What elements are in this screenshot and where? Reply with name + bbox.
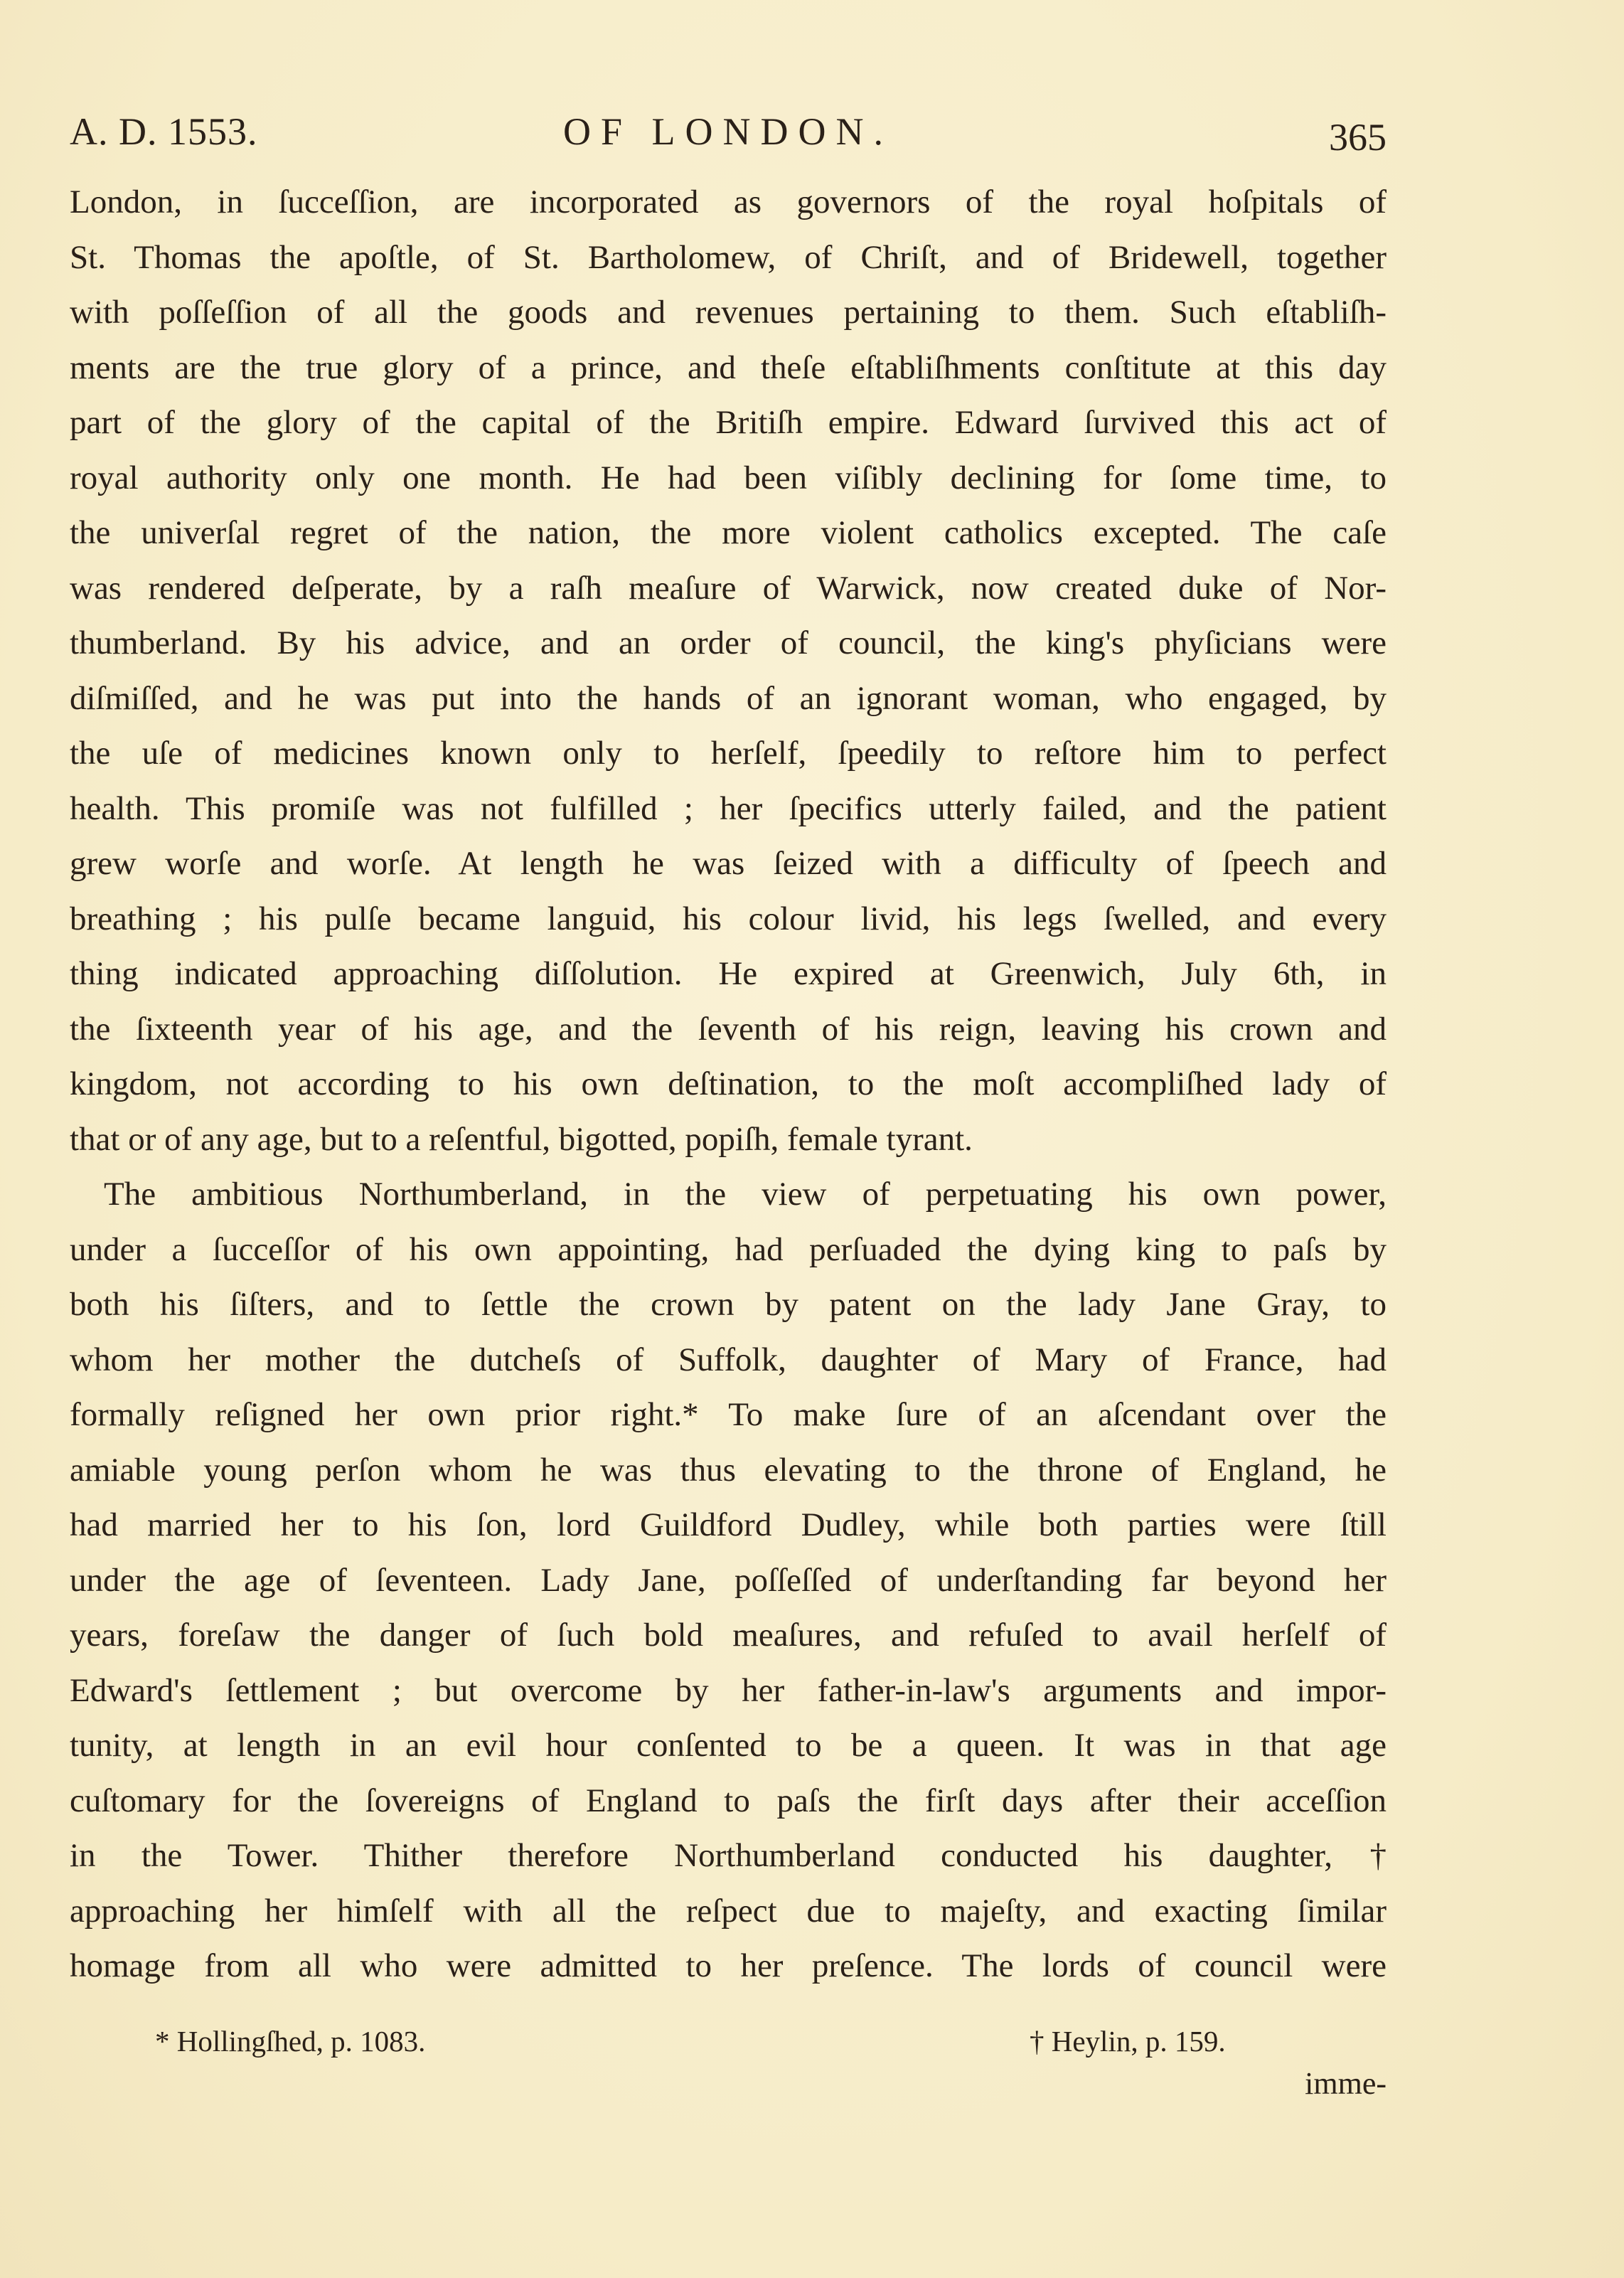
text-line: under a ſucceſſor of his own appointing, had perſuaded the dying king to paſs by <box>70 1230 1387 1268</box>
text-line: health. This promiſe was not fulfilled ; her ſpecifics utterly failed, and the patient <box>70 789 1387 827</box>
text-line: amiable young perſon whom he was thus elevating to the throne of England, he <box>70 1451 1387 1489</box>
text-line: St. Thomas the apoſtle, of St. Bartholomew, of Chriſt, and of Bridewell, together <box>70 238 1387 276</box>
text-line: under the age of ſeventeen. Lady Jane, poſſeſſed of underſtanding far beyond her <box>70 1561 1387 1599</box>
text-line: with poſſeſſion of all the goods and revenues pertaining to them. Such eſtabliſh- <box>70 294 1387 331</box>
text-line: diſmiſſed, and he was put into the hands of an ignorant woman, who engaged, by <box>70 679 1387 717</box>
text-line: in the Tower. Thither therefore Northumberland conducted his daughter,† <box>70 1837 1387 1874</box>
page-number: 365 <box>1329 116 1387 159</box>
footnote-heylin: † Heylin, p. 159. <box>1030 2025 1226 2058</box>
paragraph-start-line: The ambitious Northumberland, in the view of perpetuating his own power, <box>104 1176 1387 1213</box>
text-line: tunity, at length in an evil hour conſented to be a queen. It was in that age <box>70 1727 1387 1764</box>
text-line: grew worſe and worſe. At length he was ſeized with a difficulty of ſpeech and <box>70 845 1387 882</box>
text-line: was rendered deſperate, by a raſh meaſure of Warwick, now created duke of Nor- <box>70 569 1387 607</box>
text-line: the ſixteenth year of his age, and the ſeventh of his reign, leaving his crown and <box>70 1010 1387 1048</box>
text-line: London, in ſucceſſion, are incorporated as governors of the royal hoſpitals of <box>70 183 1387 220</box>
body-text <box>70 175 1387 1994</box>
footnote-hollingshed: * Hollingſhed, p. 1083. <box>155 2025 426 2058</box>
text-line: kingdom, not according to his own deſtination, to the moſt accompliſhed lady of <box>70 1065 1387 1102</box>
text-line: homage from all who were admitted to her preſence. The lords of council were <box>70 1947 1387 1984</box>
text-line: ments are the true glory of a prince, and theſe eſtabliſhments conſtitute at this day <box>70 348 1387 386</box>
text-line: approaching her himſelf with all the reſpect due to majeſty, and exacting ſimilar <box>70 1892 1387 1930</box>
text-line: royal authority only one month. He had been viſibly declining for ſome time, to <box>70 459 1387 496</box>
text-line: thumberland. By his advice, and an order of council, the king's phyſicians were <box>70 624 1387 661</box>
text-line: thing indicated approaching diſſolution. He expired at Greenwich, July 6th, in <box>70 955 1387 992</box>
text-line: had married her to his ſon, lord Guildford Dudley, while both parties were ſtill <box>70 1506 1387 1543</box>
paragraph-end-line: that or of any age, but to a reſentful, bigotted, popiſh, female tyrant. <box>70 1120 973 1158</box>
text-line: whom her mother the dutcheſs of Suffolk, daughter of Mary of France, had <box>70 1341 1387 1378</box>
footnotes <box>70 2020 1387 2063</box>
text-line: formally reſigned her own prior right.* To make ſure of an aſcendant over the <box>70 1396 1387 1433</box>
text-line: the univerſal regret of the nation, the more violent catholics excepted. The caſe <box>70 514 1387 551</box>
text-line: both his ſiſters, and to ſettle the crown by patent on the lady Jane Gray, to <box>70 1286 1387 1323</box>
text-line: part of the glory of the capital of the Britiſh empire. Edward ſurvived this act of <box>70 404 1387 441</box>
catchword: imme- <box>1305 2066 1387 2101</box>
text-line: Edward's ſettlement ; but overcome by her father-in-law's arguments and impor- <box>70 1671 1387 1709</box>
running-header <box>70 107 1387 159</box>
text-line: breathing ; his pulſe became languid, his colour livid, his legs ſwelled, and every <box>70 900 1387 937</box>
text-line: the uſe of medicines known only to herſelf, ſpeedily to reſtore him to perfect <box>70 735 1387 772</box>
text-line: years, foreſaw the danger of ſuch bold meaſures, and refuſed to avail herſelf of <box>70 1617 1387 1654</box>
header-title: OF LONDON. <box>563 110 893 153</box>
text-line: cuſtomary for the ſovereigns of England to paſs the firſt days after their acceſſion <box>70 1782 1387 1819</box>
header-year: A. D. 1553. <box>70 110 258 153</box>
